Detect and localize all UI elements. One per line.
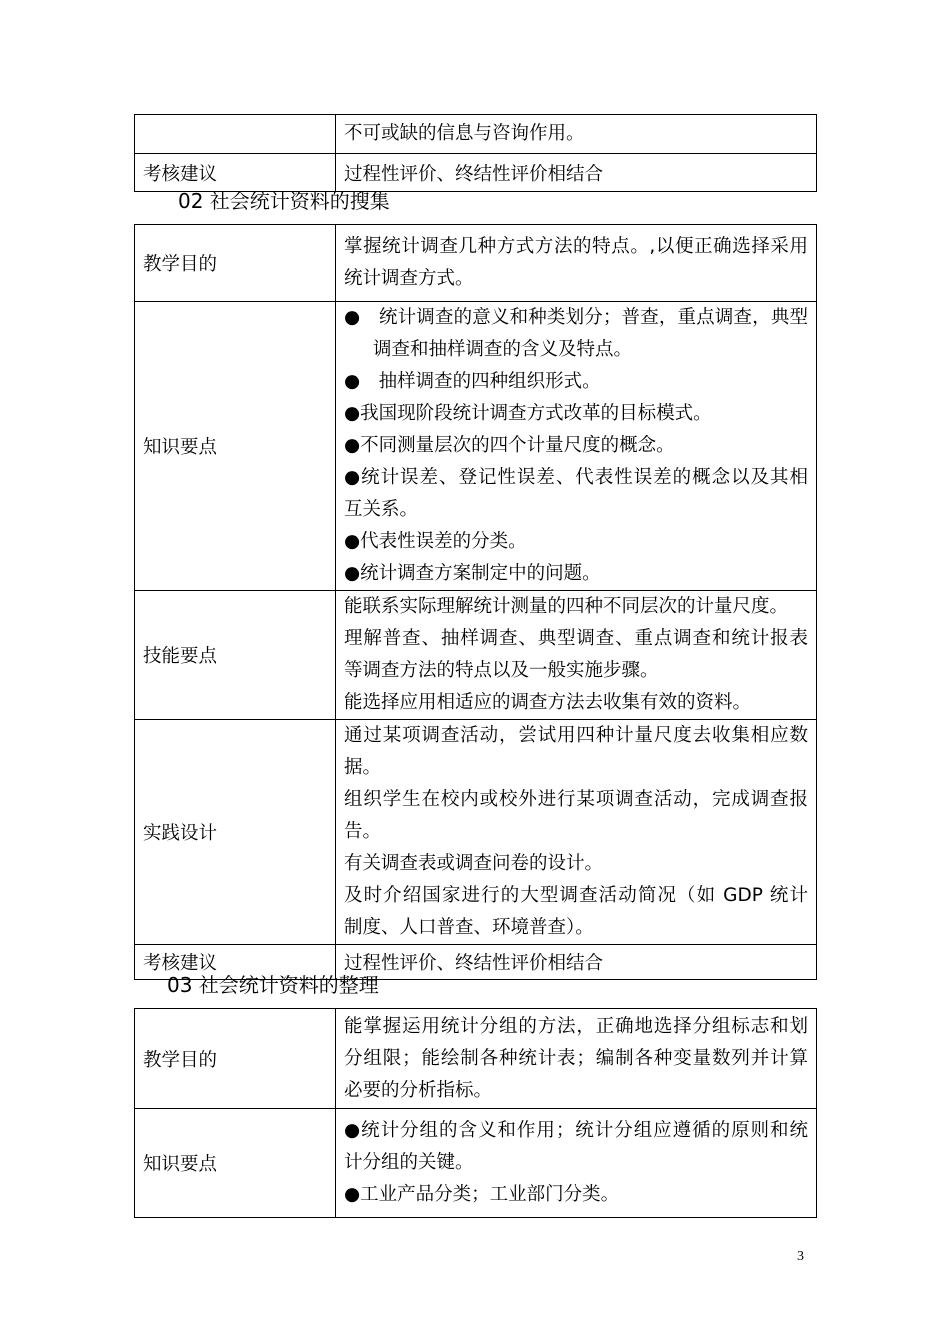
bullet-line: ●不同测量层次的四个计量尺度的概念。: [344, 435, 675, 456]
table-row: [135, 225, 817, 302]
table-row: [135, 720, 817, 945]
content-cell: [336, 1109, 817, 1218]
bullet-line: ● 抽样调查的四种组织形式。: [344, 371, 601, 392]
content-line: 分组限；能绘制各种统计表；编制各种变量数列并计算: [344, 1047, 808, 1069]
page-number: 3: [797, 1249, 804, 1264]
content-line: 理解普查、抽样调查、典型调查、重点调查和统计报表: [344, 628, 808, 649]
section-02-table: [134, 224, 817, 980]
label-cell: 技能要点: [135, 591, 336, 720]
table-row: [135, 115, 817, 154]
table-row: [135, 1109, 817, 1218]
content-line: 组织学生在校内或校外进行某项调查活动，完成调查报: [344, 789, 808, 810]
section-heading-03: 03 社会统计资料的整理: [167, 973, 379, 997]
content-line: 能掌握运用统计分组的方法，正确地选择分组标志和划: [344, 1015, 808, 1037]
content-line: 据。: [344, 757, 382, 778]
bullet-line: ●工业产品分类；工业部门分类。: [344, 1184, 620, 1205]
content-line: 能选择应用相适应的调查方法去收集有效的资料。: [344, 692, 752, 713]
label-cell: 实践设计: [135, 720, 336, 945]
content-cell: [336, 1009, 817, 1109]
label-cell: 知识要点: [135, 302, 336, 591]
bullet-line: ●统计分组的含义和作用；统计分组应遵循的原则和统: [344, 1120, 808, 1141]
content-text: 不可或缺的信息与咨询作用。: [344, 123, 585, 144]
label-cell: 知识要点: [135, 1109, 336, 1218]
content-cell: [336, 720, 817, 945]
content-line: 能联系实际理解统计测量的四种不同层次的计量尺度。: [344, 596, 789, 617]
bullet-line: ●代表性误差的分类。: [344, 531, 527, 552]
content-cell: [336, 115, 817, 154]
bullet-line: ●我国现阶段统计调查方式改革的目标模式。: [344, 403, 712, 424]
section-heading-02: 02 社会统计资料的搜集: [178, 189, 390, 213]
content-line: 统计调查方式。: [344, 268, 474, 289]
content-line: 制度、人口普查、环境普查）。: [344, 917, 594, 938]
section-03-table: [134, 1008, 817, 1218]
table-row: [135, 591, 817, 720]
content-cell: [336, 225, 817, 302]
label-cell: 教学目的: [135, 225, 336, 302]
empty-label-cell: [135, 115, 336, 154]
content-line: 及时介绍国家进行的大型调查活动简况（如 GDP 统计: [344, 885, 808, 906]
bullet-line: 互关系。: [344, 499, 419, 520]
content-cell: [336, 302, 817, 591]
bullet-line: ●统计调查方案制定中的问题。: [344, 563, 601, 584]
content-cell: [336, 591, 817, 720]
bullet-line: ●统计误差、登记性误差、代表性误差的概念以及其相: [344, 467, 808, 488]
content-line: 等调查方法的特点以及一般实施步骤。: [344, 660, 659, 681]
content-line: 掌握统计调查几种方式方法的特点。,以便正确选择采用: [344, 236, 808, 257]
bullet-line: ● 统计调查的意义和种类划分；普查，重点调查，典型: [344, 307, 808, 328]
content-cell: 过程性评价、终结性评价相结合: [336, 945, 817, 980]
content-cell: 过程性评价、终结性评价相结合: [336, 154, 817, 192]
label-cell: 教学目的: [135, 1009, 336, 1109]
bullet-line: 计分组的关键。: [344, 1152, 474, 1173]
table-row: [135, 1009, 817, 1109]
content-line: 有关调查表或调查问卷的设计。: [344, 853, 604, 874]
label-cell: 考核建议: [135, 154, 336, 192]
continuation-table: [134, 114, 817, 192]
content-line: 通过某项调查活动，尝试用四种计量尺度去收集相应数: [344, 725, 808, 746]
table-row: [135, 302, 817, 591]
bullet-line: 调查和抽样调查的含义及特点。: [373, 339, 633, 360]
label-cell: 考核建议: [135, 945, 336, 980]
content-line: 告。: [344, 821, 382, 842]
content-line: 必要的分析指标。: [344, 1079, 493, 1101]
table-row: [135, 154, 817, 192]
